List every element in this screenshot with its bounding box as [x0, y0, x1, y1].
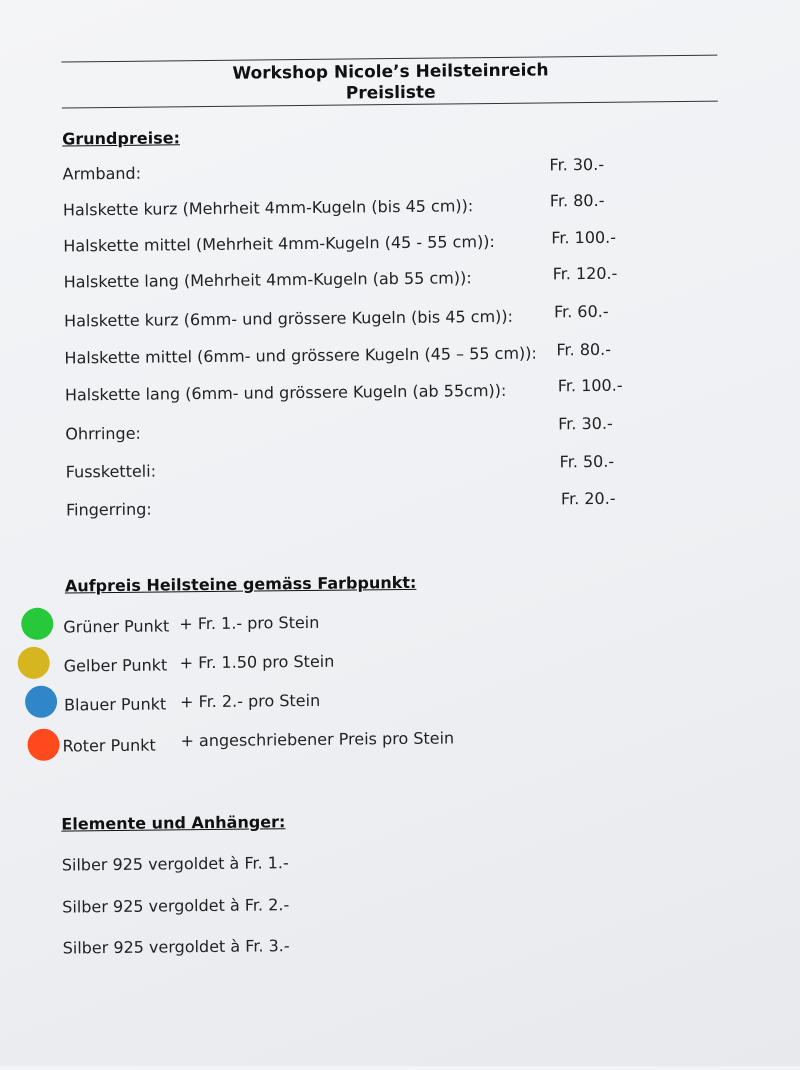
yellow-dot — [18, 647, 50, 679]
price-value: Fr. 50.- — [559, 451, 615, 472]
price-label: Halskette lang (Mehrheit 4mm-Kugeln (ab 55 cm)): — [63, 268, 472, 292]
surcharge-price: + Fr. 1.50 pro Stein — [179, 651, 335, 673]
price-value: Fr. 80.- — [549, 190, 605, 211]
price-label: Halskette mittel (6mm- und grössere Kugeln (45 – 55 cm)): — [64, 343, 537, 368]
green-dot — [21, 608, 53, 640]
red-dot — [27, 729, 59, 761]
price-label: Halskette kurz (6mm- und grössere Kugeln (bis 45 cm)): — [64, 306, 514, 331]
price-label: Ohrringe: — [65, 423, 141, 444]
surcharge-label: Gelber Punkt — [63, 655, 168, 676]
grundpreise-heading: Grundpreise: — [62, 128, 181, 149]
price-value: Fr. 30.- — [549, 154, 605, 175]
price-label: Fingerring: — [65, 499, 152, 520]
blue-dot — [25, 686, 57, 718]
surcharge-label: Roter Punkt — [62, 735, 156, 756]
document-title: Workshop Nicole’s Heilsteinreich — [232, 60, 549, 84]
price-value: Fr. 80.- — [556, 339, 612, 360]
price-value: Fr. 100.- — [557, 375, 623, 396]
price-value: Fr. 120.- — [552, 263, 618, 284]
price-value: Fr. 20.- — [560, 488, 616, 509]
price-label: Halskette mittel (Mehrheit 4mm-Kugeln (45 - 55 cm)): — [63, 231, 495, 256]
price-value: Fr. 60.- — [553, 301, 609, 322]
surcharge-price: + angeschriebener Preis pro Stein — [180, 728, 455, 751]
element-item: Silber 925 vergoldet à Fr. 2.- — [62, 895, 290, 917]
surcharge-label: Grüner Punkt — [63, 616, 170, 637]
price-label: Fussketteli: — [65, 461, 157, 482]
aufpreis-heading: Aufpreis Heilsteine gemäss Farbpunkt: — [64, 572, 417, 596]
price-value: Fr. 30.- — [558, 413, 613, 434]
surcharge-label: Blauer Punkt — [64, 694, 167, 715]
price-value: Fr. 100.- — [551, 227, 617, 248]
element-item: Silber 925 vergoldet à Fr. 1.- — [61, 853, 289, 875]
surcharge-price: + Fr. 1.- pro Stein — [179, 612, 320, 634]
price-label: Armband: — [62, 163, 142, 184]
price-label: Halskette kurz (Mehrheit 4mm-Kugeln (bis 45 cm)): — [62, 196, 474, 220]
surcharge-price: + Fr. 2.- pro Stein — [180, 690, 321, 712]
document-subtitle: Preisliste — [345, 82, 436, 104]
price-label: Halskette lang (6mm- und grössere Kugeln (ab 55cm)): — [64, 380, 507, 405]
elemente-heading: Elemente und Anhänger: — [61, 812, 286, 834]
element-item: Silber 925 vergoldet à Fr. 3.- — [62, 936, 290, 958]
